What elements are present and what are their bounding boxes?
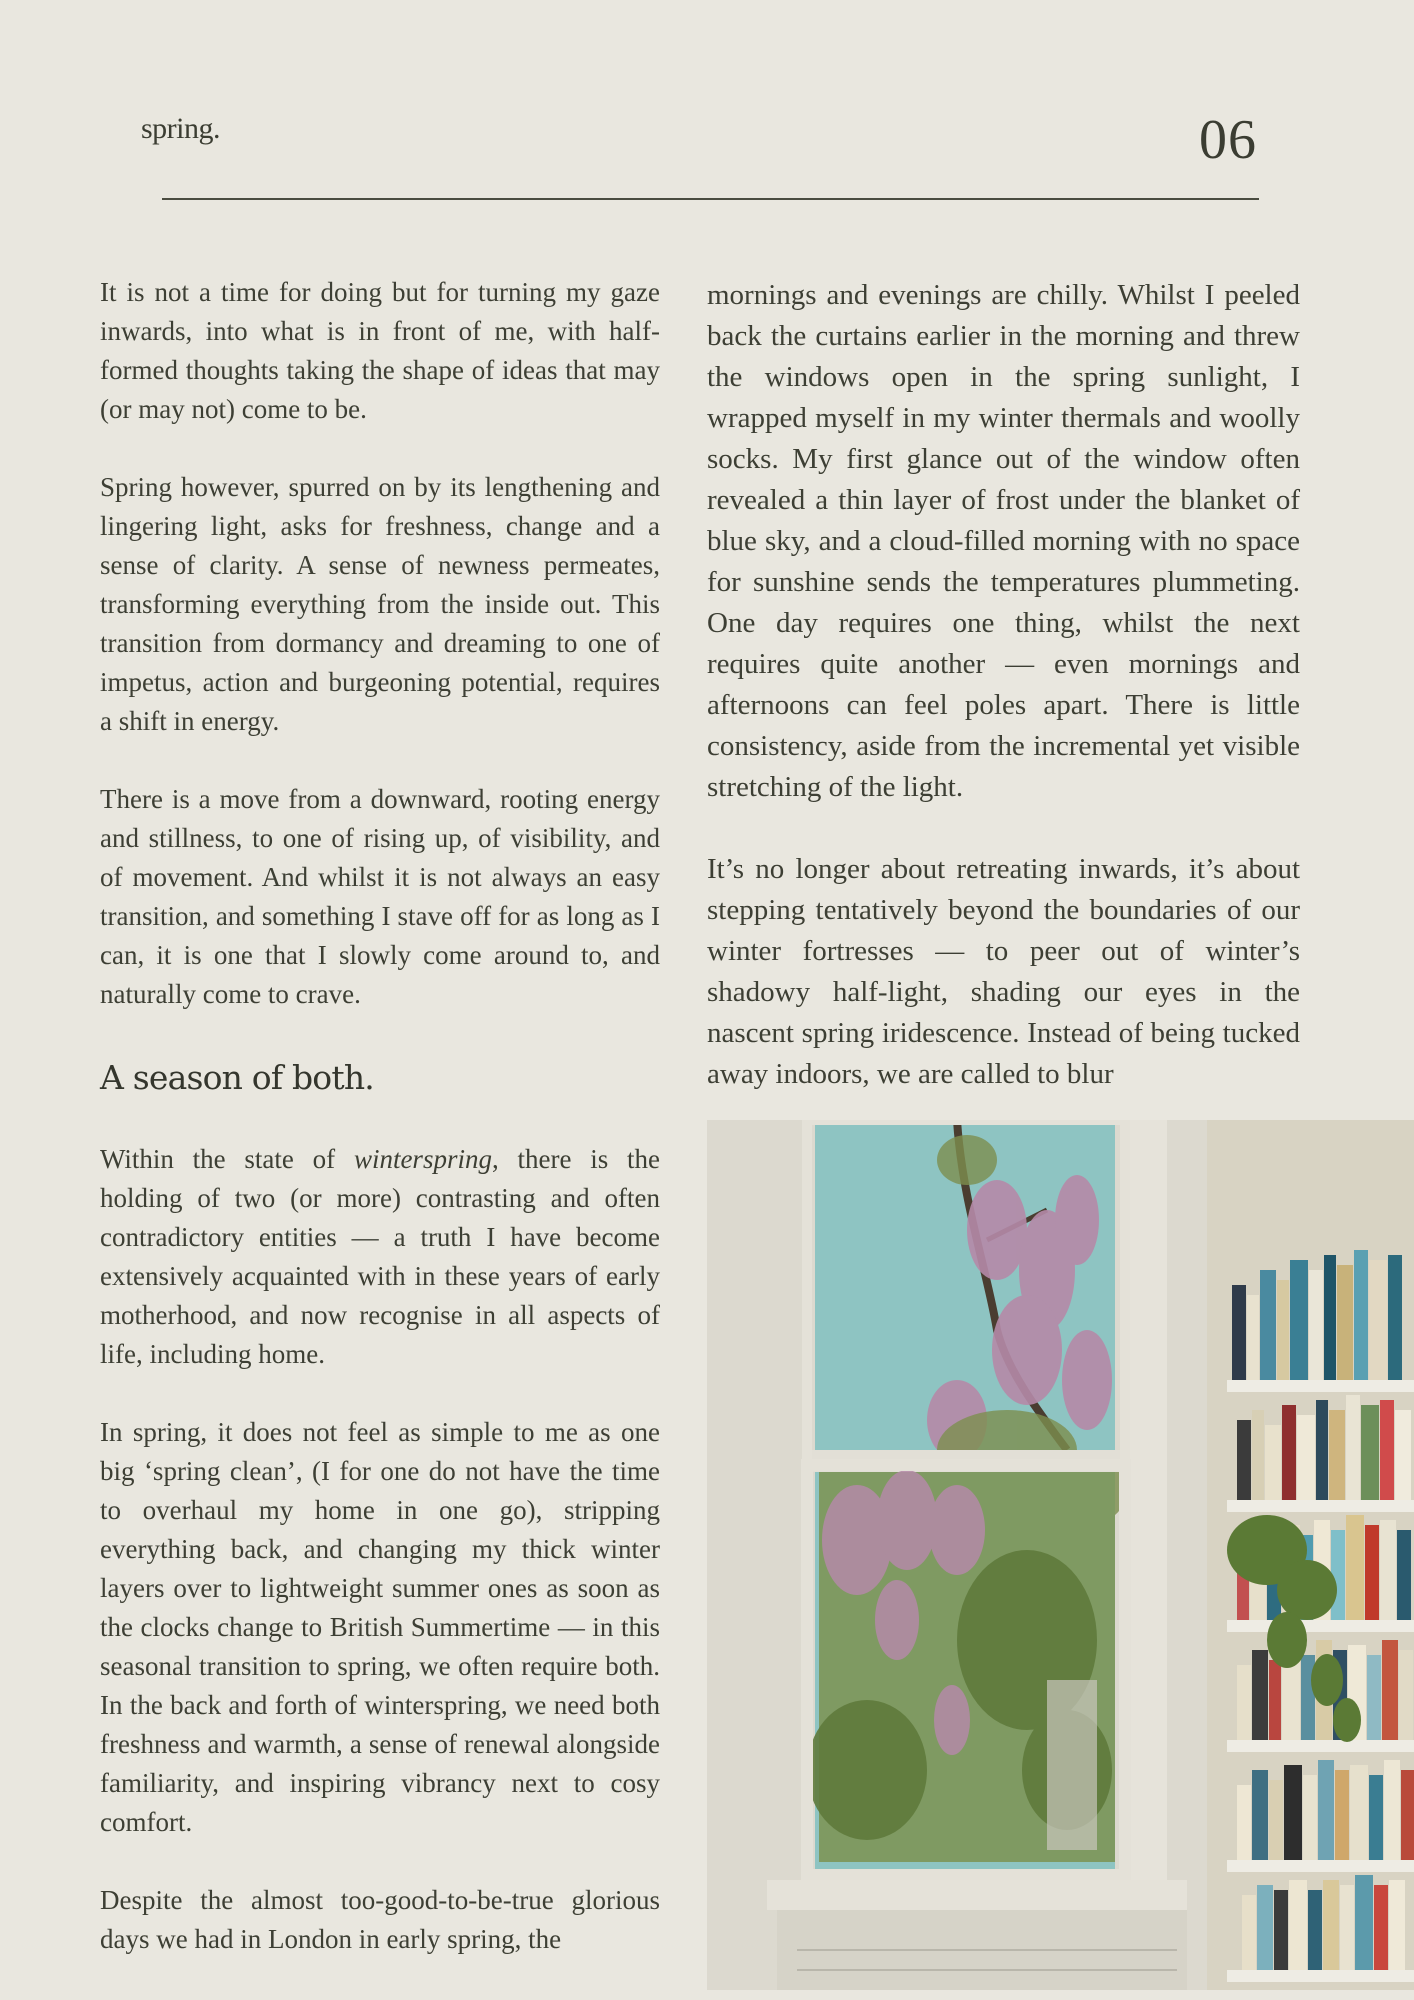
paragraph: In spring, it does not feel as simple to me as one big ‘spring clean’, (I for one do not have the time to overhaul my home in one go), stripping everything back, and changing my thick winter layers over to lightweight summer ones as soon as the clocks change to British Summertime — in this seasonal transition to spring, we often require both. In the back and forth of winterspring, we need both freshness and warmth, a sense of renewal alongside familiarity, and inspiring vibrancy next to cosy comfort. <box>100 1417 660 1837</box>
subheading: A season of both. <box>100 1058 374 1097</box>
left-column <box>100 273 660 1959</box>
right-column <box>707 275 1300 1095</box>
emphasis-text: winterspring <box>353 1144 492 1174</box>
window-illustration <box>707 1120 1414 1990</box>
section-name: spring. <box>141 112 220 145</box>
text-run: , there is the holding of two (or more) contrasting and often contradictory entities — a truth I have become extensively acquainted with in these years of early motherhood, and now recognise in all aspects of life, including home. <box>100 1144 660 1369</box>
page-number: 06 <box>1199 109 1257 171</box>
paragraph <box>100 1140 660 1374</box>
window-sill <box>767 1880 1187 1910</box>
page-header <box>0 0 1414 210</box>
paragraph: Spring however, spurred on by its lengthening and lingering light, asks for freshness, change and a sense of clarity. A sense of newness permeates, transforming everything from the inside out. This transition from dormancy and dreaming to one of impetus, action and burgeoning potential, requires a shift in energy. <box>100 472 660 736</box>
paragraph: It is not a time for doing but for turning my gaze inwards, into what is in front of me, with half-formed thoughts taking the shape of ideas that may (or may not) come to be. <box>100 277 660 424</box>
header-divider <box>162 198 1259 200</box>
garden-path <box>1047 1680 1097 1850</box>
paragraph: It’s no longer about retreating inwards, it’s about stepping tentatively beyond the boundaries of our winter fortresses — to peer out of winter’s shadowy half-light, shading our eyes in the nascent spring iridescence. Instead of being tucked away indoors, we are called to blur <box>707 853 1300 1090</box>
text-run: Within the state of <box>100 1144 354 1174</box>
paragraph: mornings and evenings are chilly. Whilst I peeled back the curtains earlier in the morning and threw the windows open in the spring sunlight, I wrapped myself in my winter thermals and woolly socks. My first glance out of the window often revealed a thin layer of frost under the blanket of blue sky, and a cloud-filled morning with no space for sunshine sends the temperatures plummeting. One day requires one thing, whilst the next requires quite another — even mornings and afternoons can feel poles apart. There is little consistency, aside from the incremental yet visible stretching of the light. <box>707 279 1300 803</box>
paragraph: Despite the almost too-good-to-be-true glorious days we had in London in early spring, the <box>100 1885 660 1954</box>
window-photo <box>707 1120 1414 1990</box>
paragraph: There is a move from a downward, rooting energy and stillness, to one of rising up, of visibility, and of movement. And whilst it is not always an easy transition, and something I stave off for as long as I can, it is one that I slowly come around to, and naturally come to crave. <box>100 784 660 1009</box>
frame-post <box>1127 1120 1167 1950</box>
